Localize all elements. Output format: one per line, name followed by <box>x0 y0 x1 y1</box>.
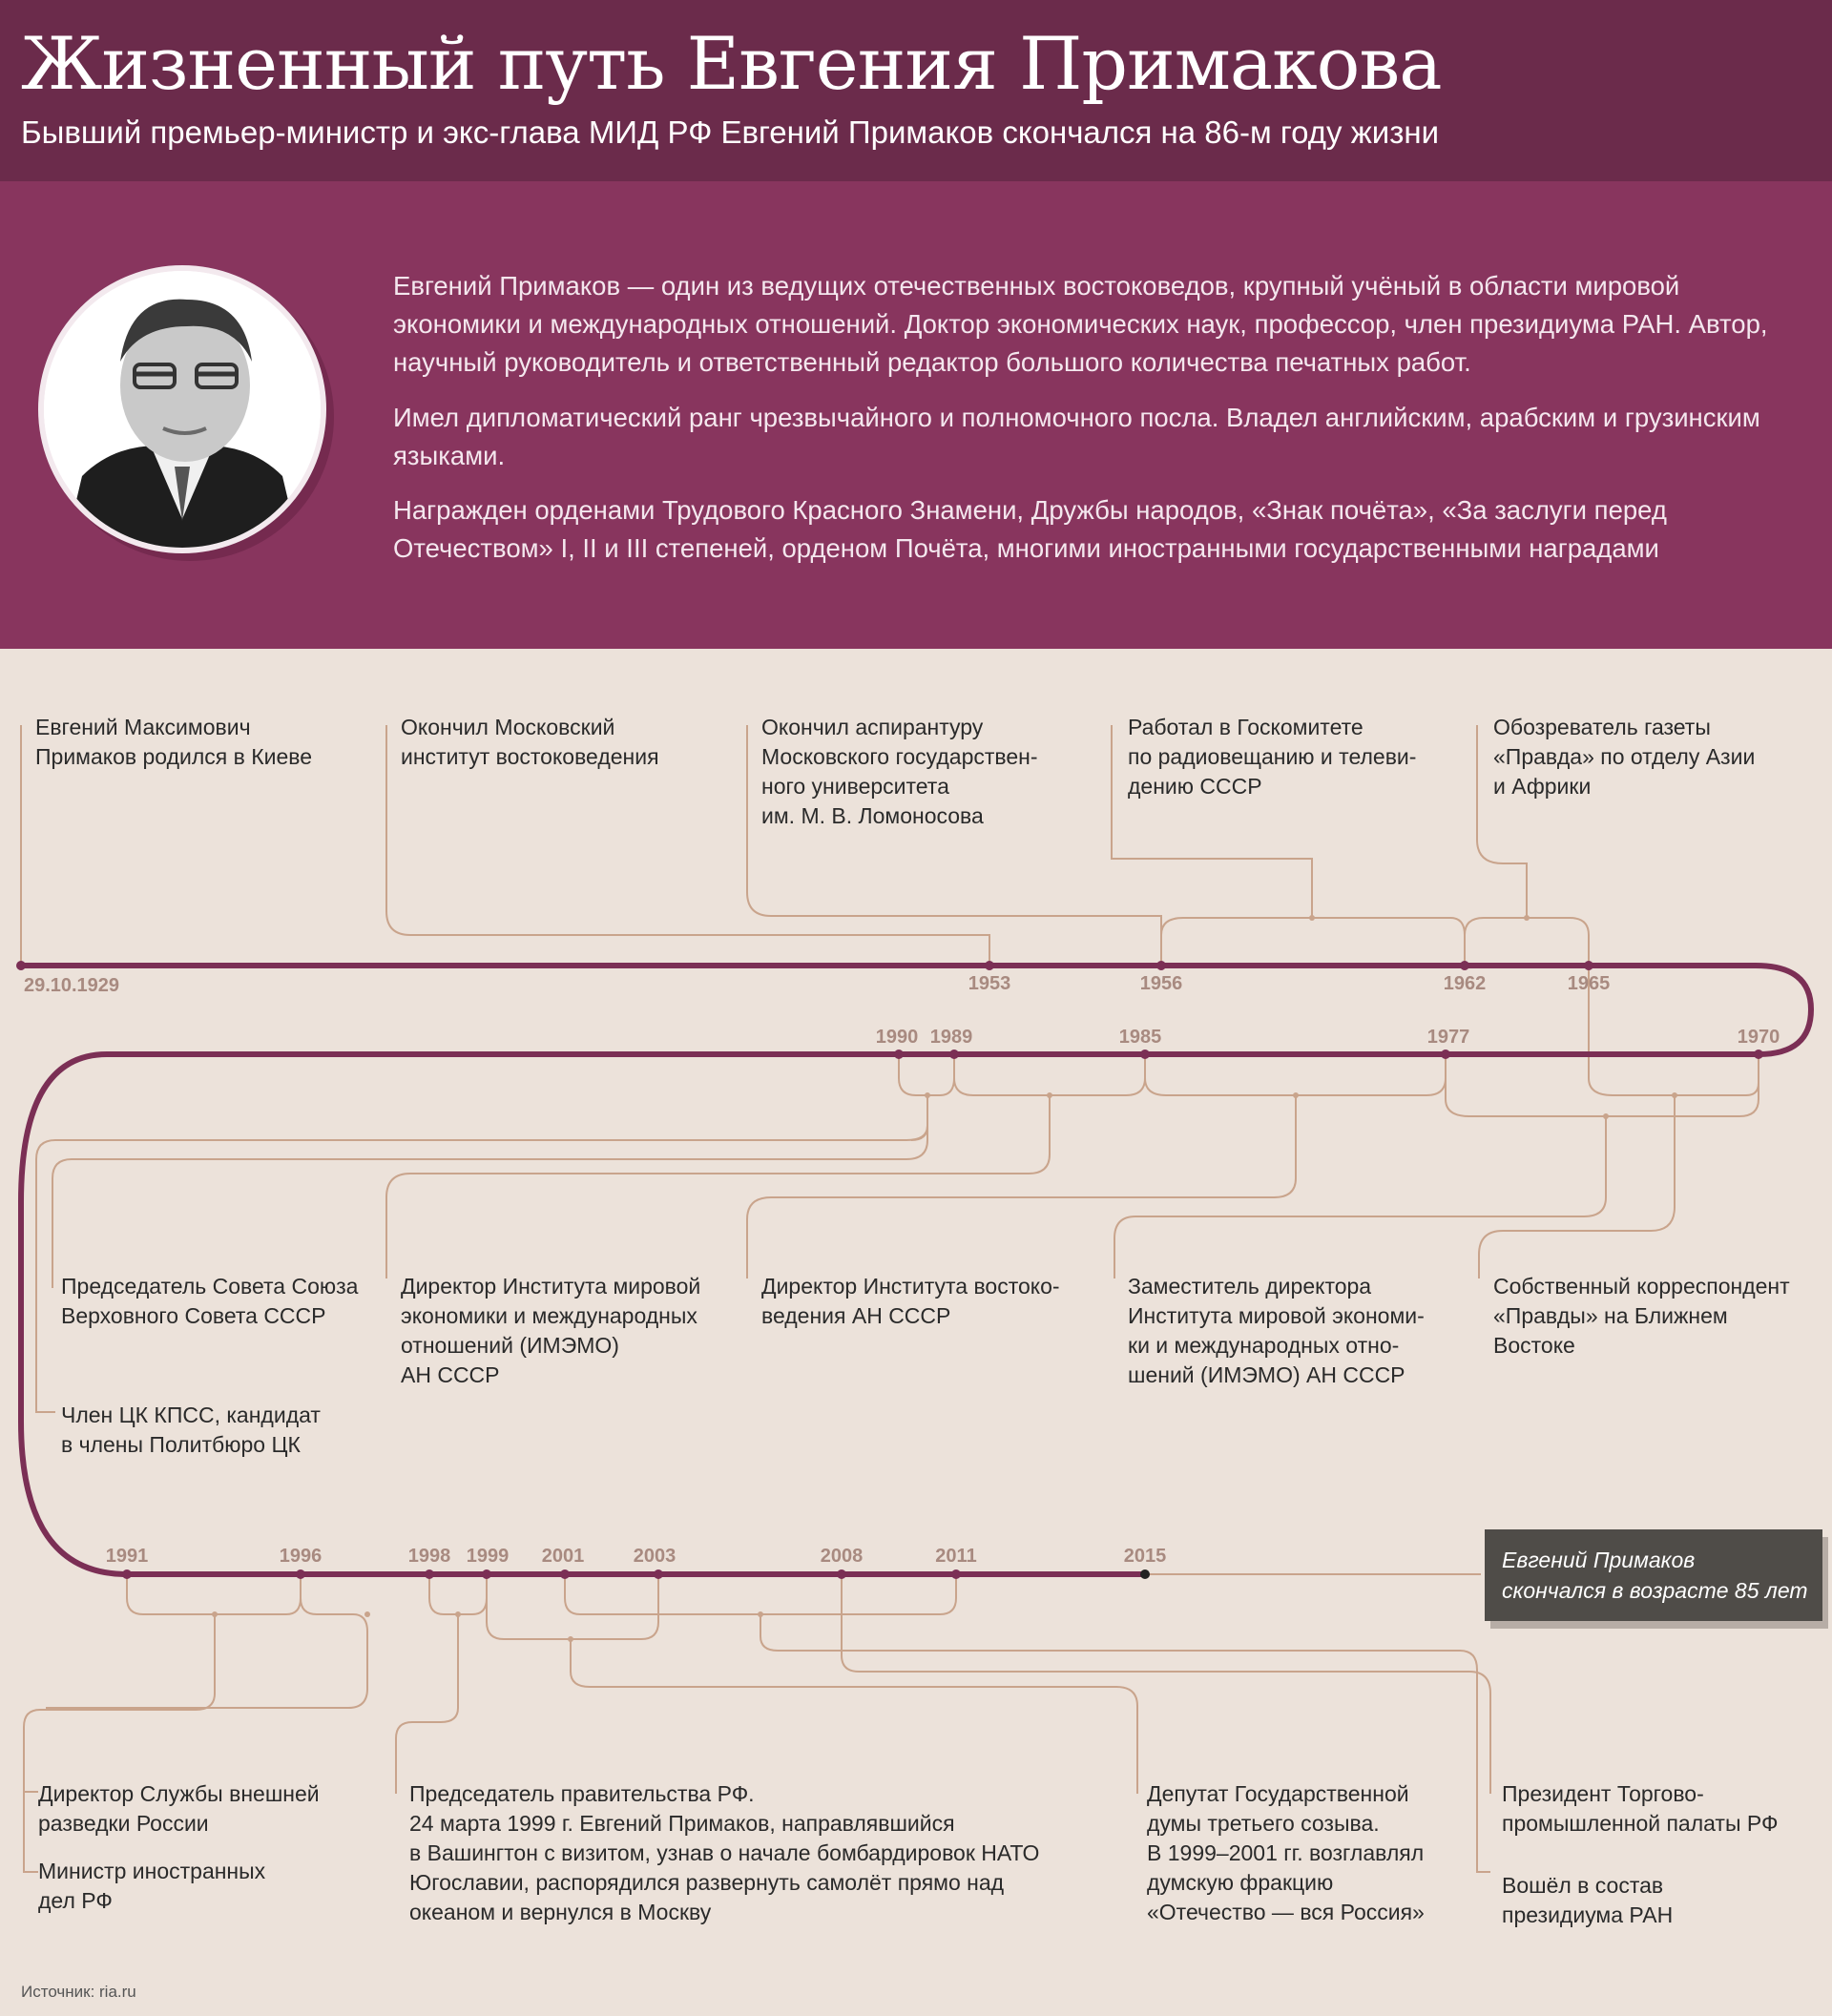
event-line: Окончил Московский <box>401 715 615 739</box>
year-label-2003: 2003 <box>633 1546 677 1567</box>
year-label-1985: 1985 <box>1118 1027 1162 1048</box>
year-label-1999: 1999 <box>466 1546 510 1567</box>
event-line: «Правда» по отделу Азии <box>1493 744 1756 769</box>
event-line: им. М. В. Ломоносова <box>761 803 984 828</box>
connector-duma <box>571 1639 1137 1794</box>
event-line: думы третьего созыва. <box>1147 1811 1380 1836</box>
event-line: думскую фракцию <box>1147 1870 1334 1895</box>
connector-director-vostok <box>747 1095 1296 1278</box>
node-1985 <box>1140 1050 1150 1059</box>
year-label-1965: 1965 <box>1567 973 1611 994</box>
year-label-1929: 29.10.1929 <box>23 975 120 996</box>
bracket-1962-1965 <box>1465 918 1589 966</box>
event-line: ведения АН СССР <box>761 1303 951 1328</box>
year-label-1991: 1991 <box>105 1546 149 1567</box>
event-foreign-minister <box>38 1857 265 1916</box>
death-callout <box>1485 1529 1822 1621</box>
event-line: промышленной палаты РФ <box>1502 1811 1779 1836</box>
event-born <box>35 713 312 772</box>
year-label-1970: 1970 <box>1737 1027 1780 1048</box>
node-1956 <box>1156 961 1166 970</box>
event-director-imemo <box>401 1272 700 1390</box>
event-line: 24 марта 1999 г. Евгений Примаков, направлявшийся <box>409 1811 955 1836</box>
event-line: Председатель Совета Союза <box>61 1274 359 1299</box>
event-line: Окончил аспирантуру <box>761 715 984 739</box>
node-1970 <box>1754 1050 1763 1059</box>
event-director-vostok <box>761 1272 1060 1331</box>
bracket-1996-1998 <box>46 1574 367 1708</box>
node-1962 <box>1460 961 1469 970</box>
page-subtitle: Бывший премьер-министр и экс-глава МИД РФ Евгений Примаков скончался на 86-м году жизни <box>21 114 1439 150</box>
connector-chairman-soviet <box>52 1095 927 1288</box>
event-ran <box>1502 1871 1673 1930</box>
event-intelligence <box>38 1779 320 1839</box>
year-label-1998: 1998 <box>407 1546 451 1567</box>
event-line: Депутат Государственной <box>1147 1781 1409 1806</box>
node-1998 <box>425 1569 434 1579</box>
event-chairman-soviet <box>61 1272 358 1331</box>
event-line: Верховного Совета СССР <box>61 1303 326 1328</box>
bracket-1999-2003 <box>487 1574 658 1639</box>
event-line: Директор Института мировой <box>401 1274 701 1299</box>
bracket-1989-1990 <box>899 1054 954 1095</box>
bracket-2001-2011 <box>565 1574 956 1614</box>
event-line: дел РФ <box>38 1888 113 1913</box>
node-1977 <box>1441 1050 1450 1059</box>
intro-paragraph-2: Имел дипломатический ранг чрезвычайного и полномочного посла. Владел английским, арабским и грузинским языками. <box>393 403 1760 470</box>
event-line: дению СССР <box>1128 774 1262 799</box>
event-duma <box>1147 1779 1425 1927</box>
event-line: Института мировой экономи- <box>1128 1303 1425 1328</box>
event-line: в члены Политбюро ЦК <box>61 1432 301 1457</box>
bracket-1991-1996 <box>127 1574 301 1614</box>
year-label-1953: 1953 <box>968 973 1011 994</box>
node-2008 <box>837 1569 846 1579</box>
bracket-1970-1977 <box>1446 1054 1759 1116</box>
year-label-1996: 1996 <box>279 1546 323 1567</box>
event-line: Член ЦК КПСС, кандидат <box>61 1403 321 1427</box>
node-1991 <box>122 1569 132 1579</box>
year-label-2011: 2011 <box>935 1546 977 1567</box>
event-line: и Африки <box>1493 774 1592 799</box>
event-chamber <box>1502 1779 1778 1839</box>
event-line: президиума РАН <box>1502 1902 1674 1927</box>
event-line: Председатель правительства РФ. <box>409 1781 755 1806</box>
connector-correspondent <box>1479 1095 1675 1278</box>
bracket-1985-1989 <box>954 1054 1145 1095</box>
event-line: институт востоковедения <box>401 744 659 769</box>
event-line: экономики и международных <box>401 1303 697 1328</box>
event-pravda-observer <box>1493 713 1755 801</box>
intro-paragraph-1: Евгений Примаков — один из ведущих отечественных востоковедов, крупный учёный в области мировой экономики и международных отношений. Доктор экономических наук, профессор, член президиума РАН. Автор, научный руководитель и ответственный редактор большого количества печатных работ. <box>393 271 1768 377</box>
event-aspirantura <box>761 713 1038 831</box>
event-line: по радиовещанию и телеви- <box>1128 744 1417 769</box>
event-line: Работал в Госкомитете <box>1128 715 1364 739</box>
event-line: Востоке <box>1493 1333 1575 1358</box>
event-prime-minister <box>409 1779 1039 1927</box>
event-line: шений (ИМЭМО) АН СССР <box>1128 1362 1405 1387</box>
source-note: Источник: ria.ru <box>21 1983 136 2001</box>
timeline-main-line <box>21 966 1811 1574</box>
node-1989 <box>949 1050 959 1059</box>
event-member-ck <box>61 1401 321 1460</box>
event-line: В 1999–2001 гг. возглавлял <box>1147 1840 1425 1865</box>
event-line: в Вашингтон с визитом, узнав о начале бомбардировок НАТО <box>409 1840 1040 1865</box>
event-line: Заместитель директора <box>1128 1274 1372 1299</box>
event-line: АН СССР <box>401 1362 500 1387</box>
event-line: Министр иностранных <box>38 1859 266 1883</box>
connector-director-imemo <box>386 1095 1050 1278</box>
event-institute <box>401 713 659 772</box>
year-label-2001: 2001 <box>541 1546 585 1567</box>
year-label-2008: 2008 <box>820 1546 864 1567</box>
year-label-1977: 1977 <box>1426 1027 1470 1048</box>
intro-paragraph-3: Награжден орденами Трудового Красного Знамени, Дружбы народов, «Знак почёта», «За заслуги перед Отечеством» I, II и III степеней, орденом Почёта, многими иностранными государственными наградами <box>393 495 1667 563</box>
event-line: Директор Института востоко- <box>761 1274 1060 1299</box>
event-goskomitet <box>1128 713 1416 801</box>
connector-intelligence-split <box>24 1727 38 1792</box>
event-line: «Правды» на Ближнем <box>1493 1303 1728 1328</box>
event-line: океаном и вернулся в Москву <box>409 1900 712 1924</box>
node-2015 <box>1140 1569 1150 1579</box>
connector-prime-minister <box>396 1614 458 1794</box>
year-label-1990: 1990 <box>875 1027 919 1048</box>
node-1996 <box>296 1569 305 1579</box>
node-1965 <box>1584 961 1593 970</box>
bracket-1956-1962 <box>1161 918 1465 966</box>
connector-chamber <box>842 1574 1490 1794</box>
event-line: Обозреватель газеты <box>1493 715 1711 739</box>
event-line: Московского государствен- <box>761 744 1038 769</box>
event-line: ного университета <box>761 774 949 799</box>
year-label-1962: 1962 <box>1443 973 1487 994</box>
event-line: разведки России <box>38 1811 209 1836</box>
event-line: «Отечество — вся Россия» <box>1147 1900 1425 1924</box>
event-line: Собственный корреспондент <box>1493 1274 1790 1299</box>
bracket-1998-1999 <box>429 1574 487 1614</box>
callout-line: скончался в возрасте 85 лет <box>1502 1578 1808 1603</box>
node-2003 <box>654 1569 663 1579</box>
event-line: Примаков родился в Киеве <box>35 744 313 769</box>
bracket-1977-1985 <box>1145 1054 1446 1095</box>
node-1953 <box>985 961 994 970</box>
event-line: Евгений Максимович <box>35 715 251 739</box>
bracket-1965-1970 <box>1589 966 1759 1095</box>
event-line: Президент Торгово- <box>1502 1781 1704 1806</box>
node-1990 <box>894 1050 904 1059</box>
year-label-1989: 1989 <box>929 1027 973 1048</box>
node-1929 <box>16 961 26 970</box>
node-1999 <box>482 1569 491 1579</box>
event-line: Вошёл в состав <box>1502 1873 1664 1898</box>
event-line: отношений (ИМЭМО) <box>401 1333 619 1358</box>
event-line: ки и международных отно- <box>1128 1333 1400 1358</box>
event-line: Директор Службы внешней <box>38 1781 320 1806</box>
event-deputy-imemo <box>1128 1272 1425 1390</box>
event-line: Югославии, распорядился развернуть самолёт прямо над <box>409 1870 1005 1895</box>
node-2011 <box>951 1569 961 1579</box>
page-title: Жизненный путь Евгения Примакова <box>21 21 1442 106</box>
node-2001 <box>560 1569 570 1579</box>
event-pravda-correspondent <box>1493 1272 1790 1361</box>
callout-line: Евгений Примаков <box>1502 1548 1696 1572</box>
year-label-1956: 1956 <box>1139 973 1183 994</box>
year-label-2015: 2015 <box>1123 1546 1167 1567</box>
